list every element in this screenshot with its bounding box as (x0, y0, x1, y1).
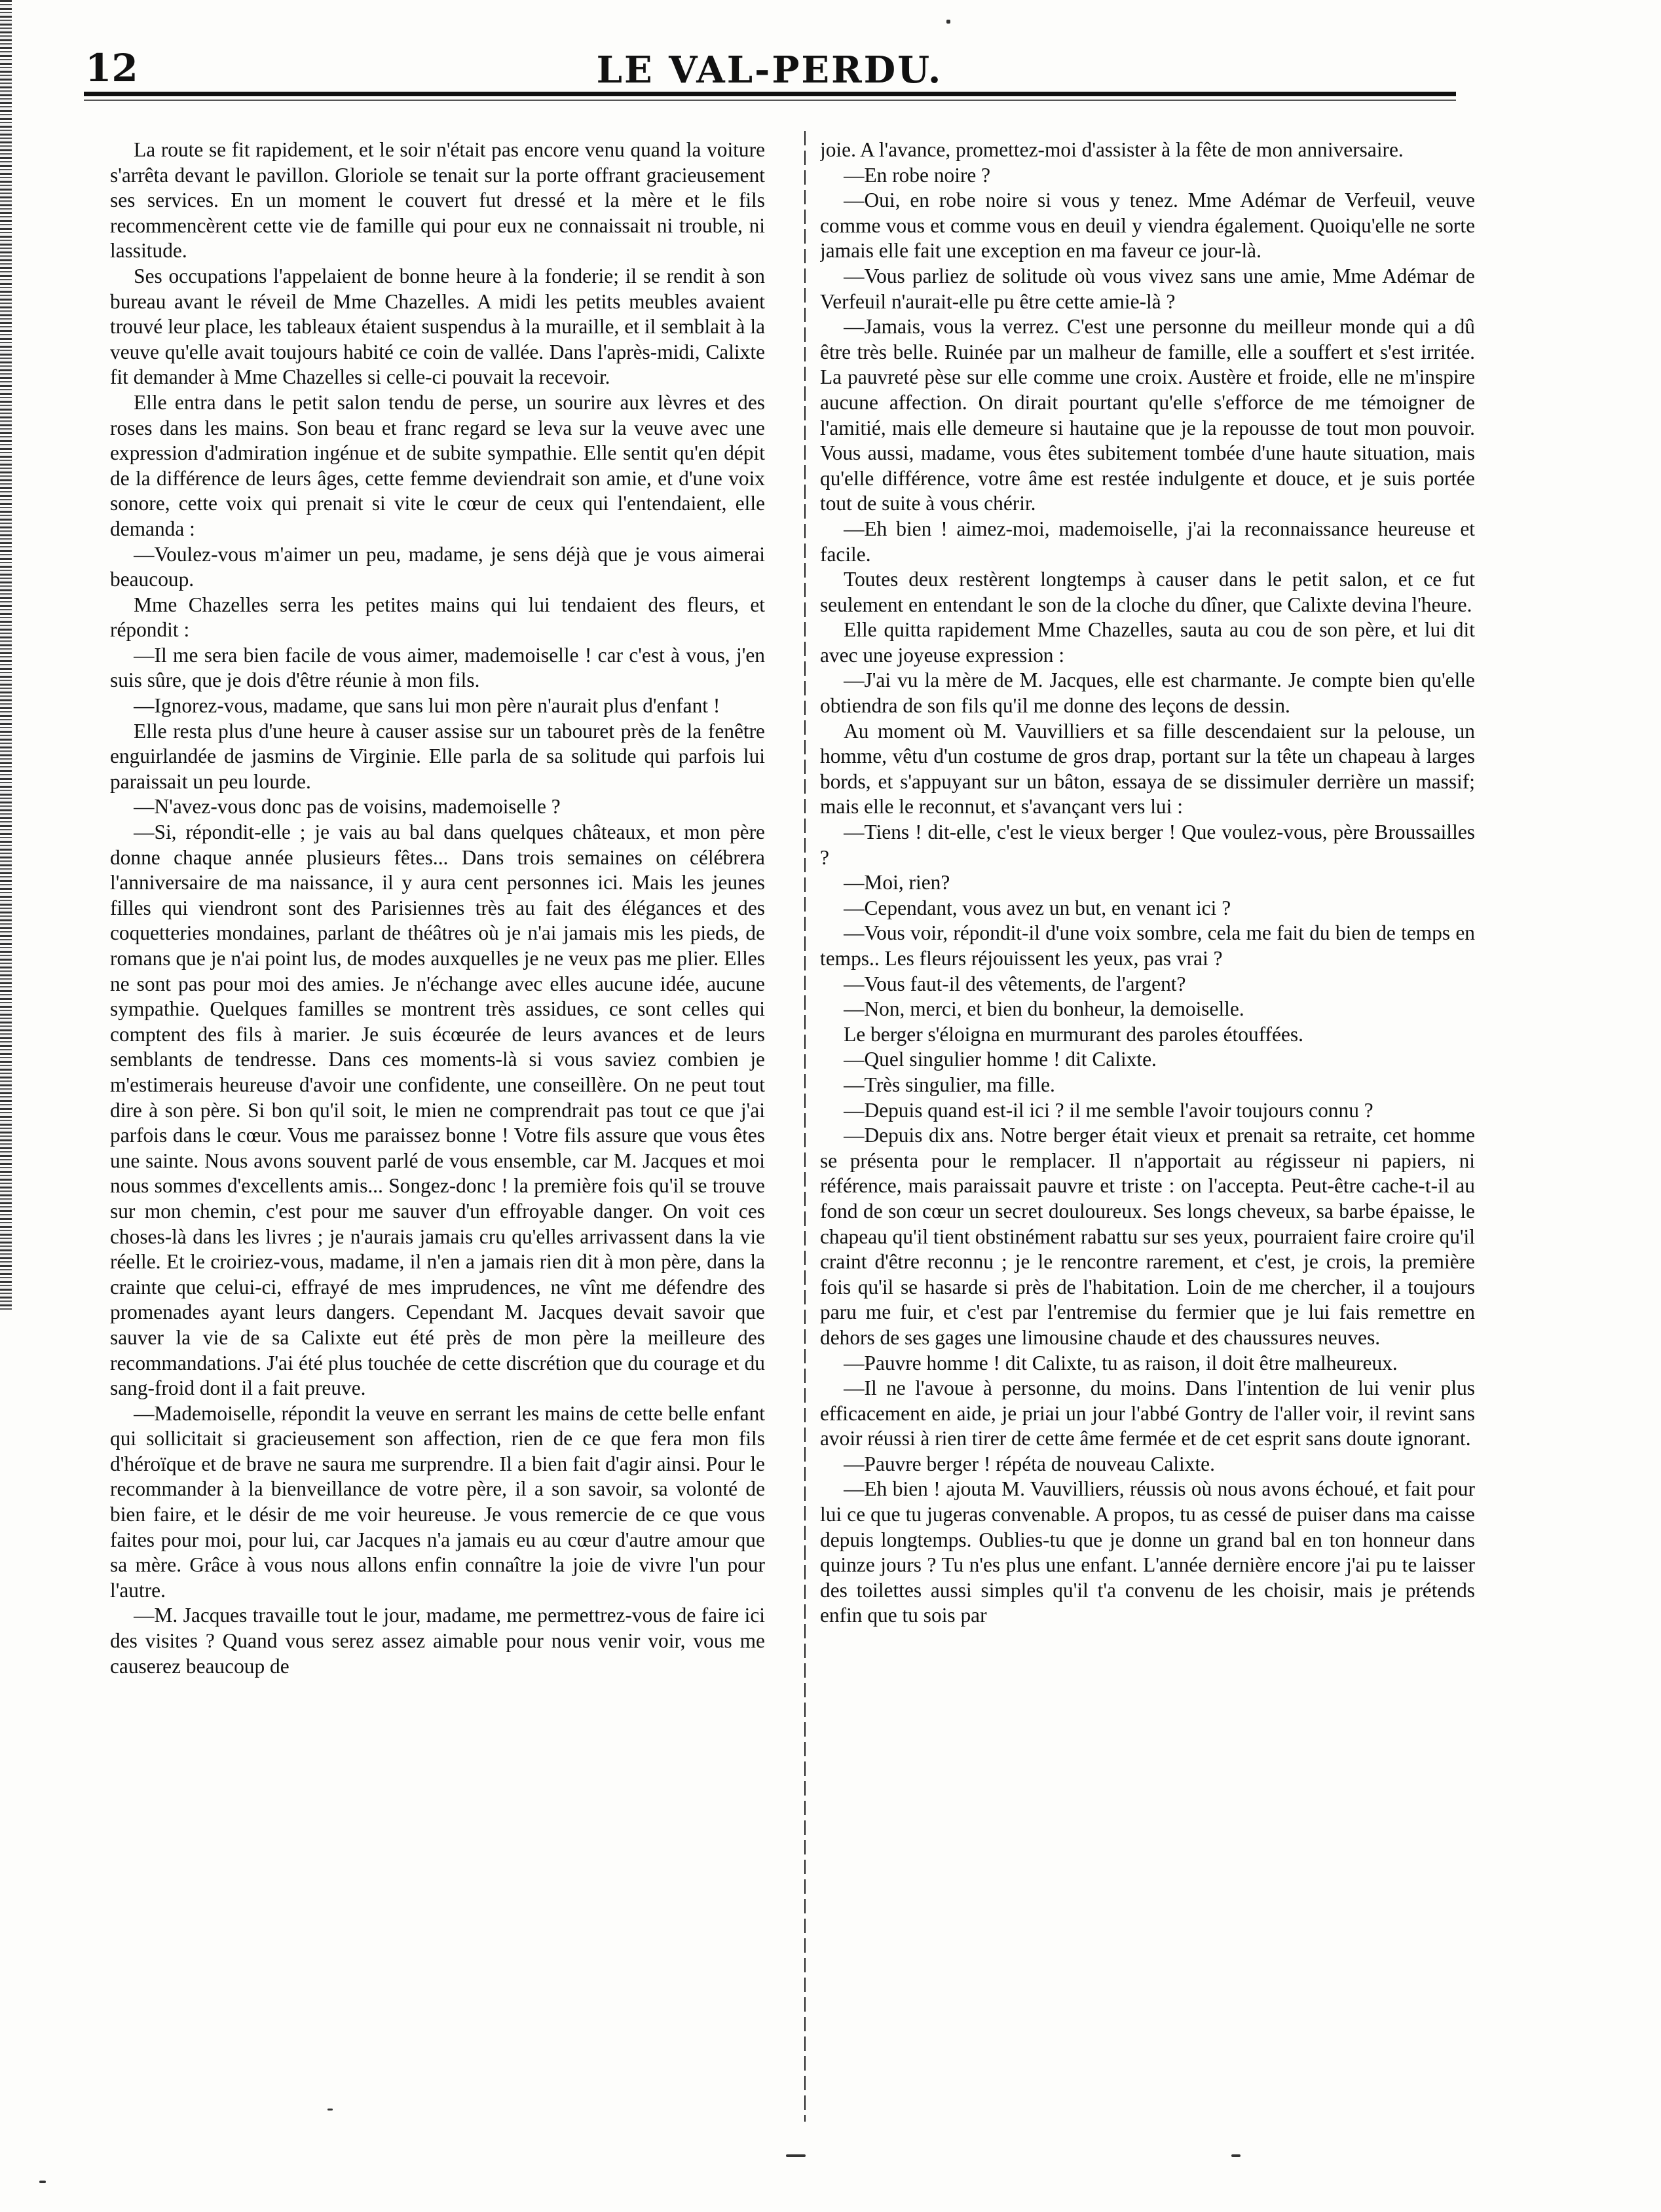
paragraph: —N'avez-vous donc pas de voisins, mademoiselle ? (134, 795, 561, 819)
paragraph: joie. A l'avance, promettez-moi d'assister à la fête de mon anniversaire. (820, 138, 1404, 161)
column-divider (804, 131, 806, 2122)
paragraph: Au moment où M. Vauvilliers et sa fille descendaient sur la pelouse, un homme, vêtu d'un costume de gros drap, portant sur la tête un chapeau à larges bords, et s'appuyant sur un bâton, essaya de se dissimuler derrière un massif; mais elle le reconnut, et s'avançant vers lui : (820, 719, 1475, 819)
paragraph: —Quel singulier homme ! dit Calixte. (844, 1048, 1157, 1071)
header-rule-thin (84, 100, 1456, 101)
page-header (85, 46, 1454, 98)
paragraph: —Eh bien ! ajouta M. Vauvilliers, réussis où nous avons échoué, et fait pour lui ce que tu jugeras convenable. A propos, tu as cessé de puiser dans ma caisse depuis longtemps. Oublies-tu que je donne un grand bal en ton honneur dans quinze jours ? Tu n'es plus une enfant. L'année dernière encore j'ai pu te laisser des toilettes aussi simples qu'il t'a convenu de les choisir, mais je prétends enfin que tu sois par (820, 1477, 1475, 1627)
paragraph: Elle resta plus d'une heure à causer assise sur un tabouret près de la fenêtre enguirlandée de jasmins de Virginie. Elle parla de sa solitude qui parfois lui paraissait un peu lourde. (110, 719, 765, 793)
print-speck (786, 2154, 806, 2157)
paragraph: —En robe noire ? (844, 163, 991, 187)
paragraph: —Vous faut-il des vêtements, de l'argent? (844, 972, 1186, 995)
paragraph: —J'ai vu la mère de M. Jacques, elle est charmante. Je compte bien qu'elle obtiendra de son fils qu'il me donne des leçons de dessin. (820, 669, 1475, 718)
paragraph: Ses occupations l'appelaient de bonne heure à la fonderie; il se rendit à son bureau avant le réveil de Mme Chazelles. A midi les petits meubles avaient trouvé leur place, les tableaux étaient suspendus à la muraille, et il semblait à la veuve qu'elle avait toujours habité ce coin de vallée. Dans l'après-midi, Calixte fit demander à Mme Chazelles si celle-ci pouvait la recevoir. (110, 264, 765, 389)
left-column (110, 138, 765, 2115)
scan-edge (0, 0, 12, 1310)
header-rule (84, 92, 1456, 96)
print-speck (327, 2109, 333, 2111)
paragraph: Elle quitta rapidement Mme Chazelles, sauta au cou de son père, et lui dit avec une joyeuse expression : (820, 618, 1475, 667)
paragraph: —Très singulier, ma fille. (844, 1073, 1055, 1096)
paragraph: Mme Chazelles serra les petites mains qui lui tendaient des fleurs, et répondit : (110, 593, 765, 642)
print-speck (1231, 2154, 1241, 2157)
paragraph: —Voulez-vous m'aimer un peu, madame, je sens déjà que je vous aimerai beaucoup. (110, 542, 765, 591)
paragraph: Elle entra dans le petit salon tendu de perse, un sourire aux lèvres et des roses dans les mains. Son beau et franc regard se leva sur la veuve avec une expression d'admiration ingénue et de subite sympathie. Elle sentit qu'en dépit de la différence de leurs âges, cette femme deviendrait son amie, et d'une voix sonore, cette voix qui prenait si vite le cœur de ceux qui l'entendaient, elle demanda : (110, 390, 765, 540)
paragraph: —Depuis quand est-il ici ? il me semble l'avoir toujours connu ? (844, 1098, 1373, 1122)
paragraph: —Moi, rien? (844, 871, 950, 894)
running-title: LE VAL-PERDU. (596, 48, 943, 92)
paragraph: —Cependant, vous avez un but, en venant ici ? (844, 896, 1231, 919)
paragraph: —Tiens ! dit-elle, c'est le vieux berger ! Que voulez-vous, père Broussailles ? (820, 820, 1475, 869)
right-column (820, 138, 1475, 2115)
paragraph: —Mademoiselle, répondit la veuve en serrant les mains de cette belle enfant qui sollicitait si gracieusement son affection, rien de ce que fera mon fils d'héroïque et de brave ne saura me surprendre. Il a bien fait d'agir ainsi. Pour le recommander à la bienveillance de votre père, il a son savoir, sa volonté de bien faire, et le désir de me voir heureuse. Je vous remercie de ce que vous faites pour moi, pour lui, car Jacques n'a jamais eu au cœur d'autre amour que sa mère. Grâce à vous nous allons enfin connaître la joie de vivre l'un pour l'autre. (110, 1401, 765, 1602)
paragraph: —Pauvre homme ! dit Calixte, tu as raison, il doit être malheureux. (844, 1351, 1398, 1374)
paragraph: —Non, merci, et bien du bonheur, la demoiselle. (844, 997, 1244, 1021)
paragraph: —Il me sera bien facile de vous aimer, mademoiselle ! car c'est à vous, j'en suis sûre, que je dois d'être réunie à mon fils. (110, 643, 765, 692)
page-number: 12 (85, 46, 138, 90)
paragraph: —Ignorez-vous, madame, que sans lui mon père n'aurait plus d'enfant ! (134, 694, 720, 718)
paragraph: —Jamais, vous la verrez. C'est une personne du meilleur monde qui a dû être très belle. Ruinée par un malheur de famille, elle a souffert et s'est irritée. La pauvreté pèse sur elle comme une croix. Austère et froide, elle ne m'inspire aucune affection. On dirait pourtant qu'elle s'efforce de me témoigner de l'amitié, mais elle demeure si hautaine que je la repousse de tout mon pouvoir. Vous aussi, madame, vous êtes subitement tombée d'une haute situation, mais qu'elle différence, votre âme est restée indulgente et douce, et je suis portée tout de suite à vous chérir. (820, 315, 1475, 515)
paragraph: —Il ne l'avoue à personne, du moins. Dans l'intention de lui venir plus efficacement en aide, je priai un jour l'abbé Gontry de l'aller voir, il revint sans avoir réussi à rien tirer de cette âme fermée et de cet esprit sans doute ignorant. (820, 1376, 1475, 1450)
paragraph: —Depuis dix ans. Notre berger était vieux et prenait sa retraite, cet homme se présenta pour le remplacer. Il n'apportait au régisseur ni papiers, ni référence, mais paraissait pauvre et triste : on l'accepta. Peut-être cache-t-il au fond de son cœur un secret douloureux. Ses longs cheveux, sa barbe épaisse, le chapeau qu'il tient obstinément rabattu sur ses yeux, pourraient faire croire qu'il craint d'être reconnu ; je le rencontre rarement, et c'est, je crois, la première fois qu'il se hasarde si près de l'habitation. Loin de me chercher, il a toujours paru me fuir, et c'est par l'entremise du fermier que je lui fais remettre en dehors de ses gages une limousine chaude et des chaussures neuves. (820, 1124, 1475, 1349)
paragraph: —Pauvre berger ! répéta de nouveau Calixte. (844, 1452, 1215, 1475)
paragraph: —Vous voir, répondit-il d'une voix sombre, cela me fait du bien de temps en temps.. Les fleurs réjouissent les yeux, pas vrai ? (820, 921, 1475, 970)
paragraph: Toutes deux restèrent longtemps à causer dans le petit salon, et ce fut seulement en entendant le son de la cloche du dîner, que Calixte devina l'heure. (820, 568, 1475, 616)
print-speck (946, 20, 950, 24)
print-speck (39, 2181, 46, 2183)
paragraph: La route se fit rapidement, et le soir n'était pas encore venu quand la voiture s'arrêta devant le pavillon. Gloriole se tenait sur la porte offrant gracieusement ses services. En un moment le couvert fut dressé et la mère et le fils recommencèrent cette vie de famille qui pour eux ne connaissait ni trouble, ni lassitude. (110, 138, 765, 263)
paragraph: —Vous parliez de solitude où vous vivez sans une amie, Mme Adémar de Verfeuil n'aurait-elle pu être cette amie-là ? (820, 264, 1475, 313)
paragraph: —Oui, en robe noire si vous y tenez. Mme Adémar de Verfeuil, veuve comme vous et comme vous en deuil y viendra également. Quoiqu'elle ne sorte jamais elle fait une exception en ma faveur ce jour-là. (820, 189, 1475, 263)
paragraph: —Si, répondit-elle ; je vais au bal dans quelques châteaux, et mon père donne chaque année plusieurs fêtes... Dans trois semaines on célébrera l'anniversaire de ma naissance, il y aura cent personnes ici. Mais les jeunes filles qui viendront sont des Parisiennes très au fait des élégances et des coquetteries mondaines, parlant de théâtres où je n'ai jamais mis les pieds, de romans que je n'ai point lus, de modes auxquelles je ne veux pas me plier. Elles ne sont pas pour moi des amies. Je n'échange avec elles aucune idée, aucune sympathie. Quelques familles se montrent très assidues, ce sont celles qui comptent des fils à marier. Je suis écœurée de leurs avances et de leurs semblants de tendresse. Dans ces moments-là si vous saviez combien je m'estimerais heureuse d'avoir une confidente, une conseillère. On ne peut tout dire à son père. Si bon qu'il soit, le mien ne comprendrait pas tout ce que j'ai parfois dans le cœur. Vous me paraissez bonne ! Votre fils assure que vous êtes une sainte. Nous avons souvent parlé de vous ensemble, car M. Jacques et moi nous sommes d'excellents amis... Songez-donc ! la première fois qu'il se trouve sur mon chemin, c'est pour me sauver d'un effroyable danger. On voit ces choses-là dans les livres ; je n'aurais jamais cru qu'elles arrivassent dans la vie réelle. Et le croiriez-vous, madame, il n'en a jamais rien dit à mon père, dans la crainte que celui-ci, effrayé de mes imprudences, ne vînt me défendre des promenades ayant leurs dangers. Cependant M. Jacques devait savoir que sauver la vie de sa Calixte eut été près de mon père la meilleure des recommandations. J'ai été plus touchée de cette discrétion que du courage et du sang-froid dont il a fait preuve. (110, 820, 765, 1400)
paragraph: Le berger s'éloigna en murmurant des paroles étouffées. (844, 1022, 1303, 1046)
paragraph: —M. Jacques travaille tout le jour, madame, me permettrez-vous de faire ici des visites ? Quand vous serez assez aimable pour nous venir voir, vous me causerez beaucoup de (110, 1604, 765, 1678)
paragraph: —Eh bien ! aimez-moi, mademoiselle, j'ai la reconnaissance heureuse et facile. (820, 517, 1475, 566)
